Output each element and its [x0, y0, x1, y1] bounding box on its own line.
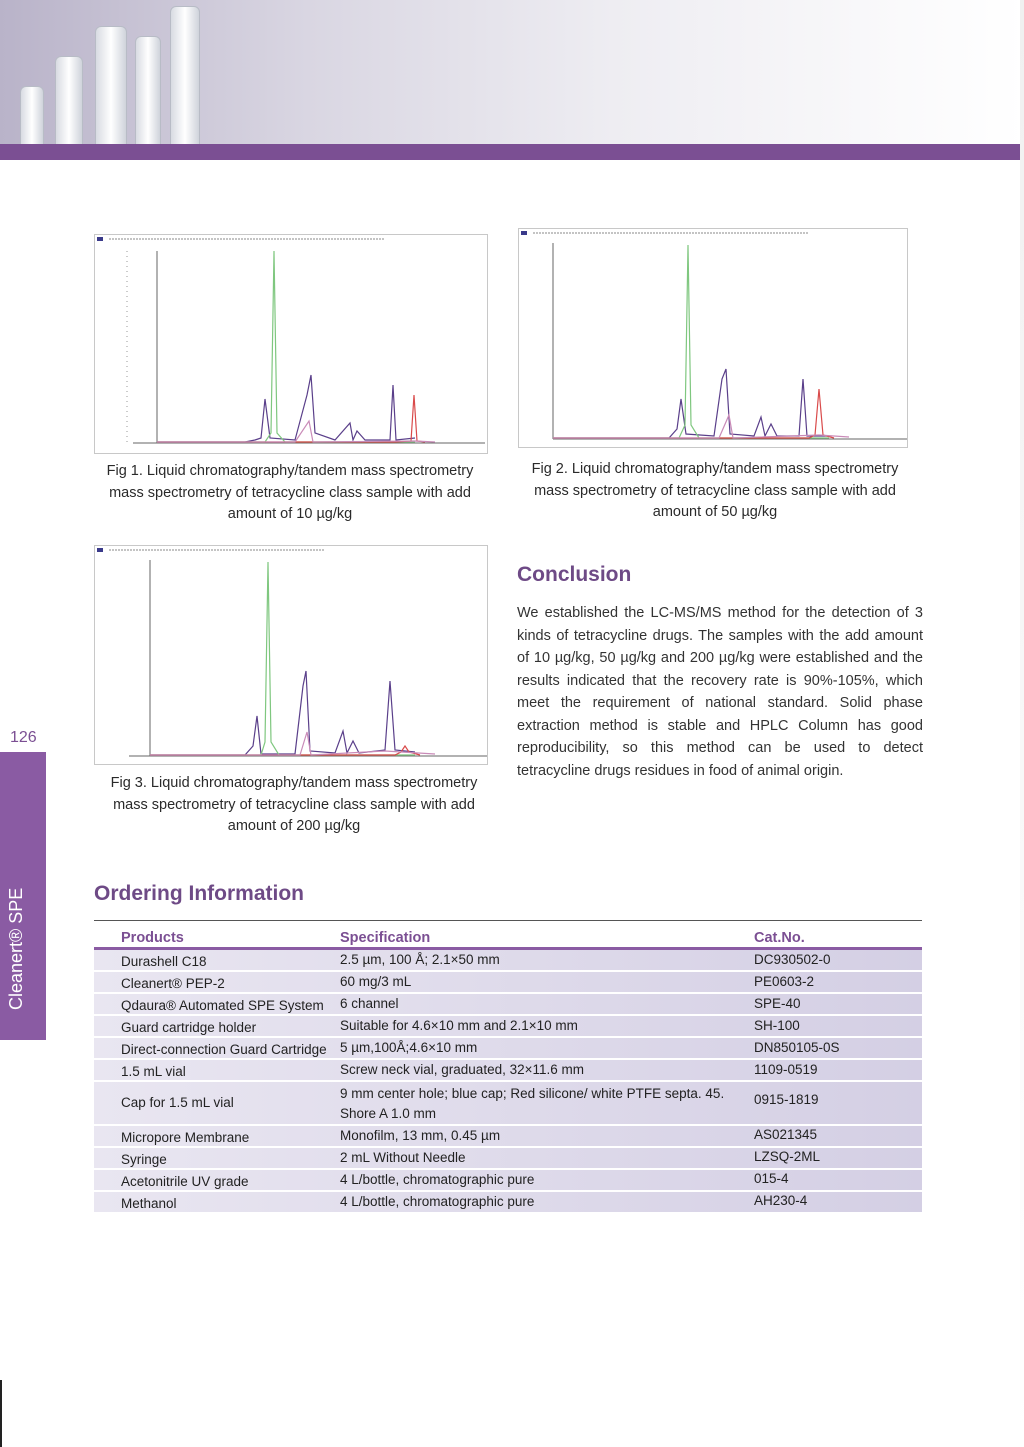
header-band — [0, 144, 1024, 160]
table-row — [94, 950, 922, 972]
spe-tube-illustration — [20, 86, 44, 148]
cat-no-cell: 015-4 — [754, 1171, 789, 1186]
spec-cell: Monofilm, 13 mm, 0.45 µm — [340, 1128, 501, 1143]
figure-3-caption: Fig 3. Liquid chromatography/tandem mass spectrometry mass spectrometry of tetracycline class sample with add amount of 200 µg/kg — [110, 775, 478, 834]
table-row — [94, 994, 922, 1016]
product-cell: 1.5 mL vial — [121, 1064, 186, 1079]
spec-cell: 9 mm center hole; blue cap; Red silicone/ white PTFE septa. 45. Shore A 1.0 mm — [340, 1086, 725, 1121]
chromatogram-plot — [519, 229, 907, 447]
product-cell: Acetonitrile UV grade — [121, 1174, 249, 1189]
chromatogram-figure-1 — [94, 234, 488, 454]
cat-no-cell: 0915-1819 — [754, 1092, 819, 1107]
spec-cell: Screw neck vial, graduated, 32×11.6 mm — [340, 1062, 585, 1077]
chromatogram-figure-2 — [518, 228, 908, 448]
spec-cell: 60 mg/3 mL — [340, 974, 412, 989]
spec-cell: 2.5 µm, 100 Å; 2.1×50 mm — [340, 952, 500, 967]
table-row — [94, 1082, 922, 1126]
table-row — [94, 1192, 922, 1214]
table-row — [94, 1038, 922, 1060]
column-header-specification: Specification — [340, 930, 431, 946]
spec-cell: 4 L/bottle, chromatographic pure — [340, 1172, 535, 1187]
column-header-cat-no: Cat.No. — [754, 930, 805, 946]
table-row — [94, 1060, 922, 1082]
cat-no-cell: LZSQ-2ML — [754, 1149, 821, 1164]
side-brand-label: Cleanert® SPE — [6, 887, 26, 1010]
page-number: 126 — [10, 729, 37, 746]
spe-tube-illustration — [135, 36, 161, 148]
cat-no-cell: SPE-40 — [754, 996, 801, 1011]
cat-no-cell: DN850105-0S — [754, 1040, 840, 1055]
table-header — [94, 920, 922, 950]
product-cell: Cap for 1.5 mL vial — [121, 1095, 234, 1110]
cat-no-cell: SH-100 — [754, 1018, 800, 1033]
figure-2-caption: Fig 2. Liquid chromatography/tandem mass spectrometry mass spectrometry of tetracycline class sample with add amount of 50 µg/kg — [531, 461, 899, 520]
product-cell: Durashell C18 — [121, 954, 207, 969]
table-row — [94, 1170, 922, 1192]
spe-tube-illustration — [95, 26, 127, 148]
column-header-products: Products — [121, 930, 184, 946]
table-row — [94, 1148, 922, 1170]
chromatogram-figure-3 — [94, 545, 488, 765]
spec-cell: 4 L/bottle, chromatographic pure — [340, 1194, 535, 1209]
product-cell: Direct-connection Guard Cartridge — [121, 1042, 327, 1057]
spec-cell: Suitable for 4.6×10 mm and 2.1×10 mm — [340, 1018, 578, 1033]
cat-no-cell: 1109-0519 — [754, 1062, 818, 1077]
page-edge-shadow — [1020, 0, 1024, 1447]
product-cell: Micropore Membrane — [121, 1130, 250, 1145]
spec-cell: 5 µm,100Å;4.6×10 mm — [340, 1040, 478, 1055]
figure-1-caption: Fig 1. Liquid chromatography/tandem mass spectrometry mass spectrometry of tetracycline class sample with add amount of 10 µg/kg — [106, 463, 474, 522]
product-cell: Cleanert® PEP-2 — [121, 976, 225, 991]
binding-edge-line — [0, 1380, 2, 1447]
ordering-table — [94, 920, 922, 1214]
cat-no-cell: AH230-4 — [754, 1193, 808, 1208]
ordering-heading: Ordering Information — [94, 882, 304, 905]
spec-cell: 6 channel — [340, 996, 399, 1011]
product-cell: Guard cartridge holder — [121, 1020, 257, 1035]
conclusion-text: We established the LC-MS/MS method for the detection of 3 kinds of tetracycline drugs. The samples with the add amount of 10 µg/kg, 50 µg/kg and 200 µg/kg were established and the results indicated that the recovery rate is 90%-105%, which meet the requirement of national standard. Solid phase extraction method is stable and HPLC Column has good reproducibility, so this method can be used to detect tetracycline drugs residues in food of animal origin. — [517, 605, 923, 779]
spe-tube-illustration — [55, 56, 83, 148]
product-cell: Qdaura® Automated SPE System — [121, 998, 324, 1013]
cat-no-cell: AS021345 — [754, 1127, 818, 1142]
spec-cell: 2 mL Without Needle — [340, 1150, 466, 1165]
conclusion-heading: Conclusion — [517, 563, 632, 586]
product-cell: Syringe — [121, 1152, 167, 1167]
table-row — [94, 1016, 922, 1038]
table-row — [94, 1126, 922, 1148]
chromatogram-plot — [95, 235, 487, 453]
table-row — [94, 972, 922, 994]
product-cell: Methanol — [121, 1196, 177, 1211]
cat-no-cell: PE0603-2 — [754, 974, 815, 989]
cat-no-cell: DC930502-0 — [754, 952, 831, 967]
spe-tube-illustration — [170, 6, 200, 148]
chromatogram-plot — [95, 546, 487, 764]
header-banner-image — [0, 0, 1024, 148]
